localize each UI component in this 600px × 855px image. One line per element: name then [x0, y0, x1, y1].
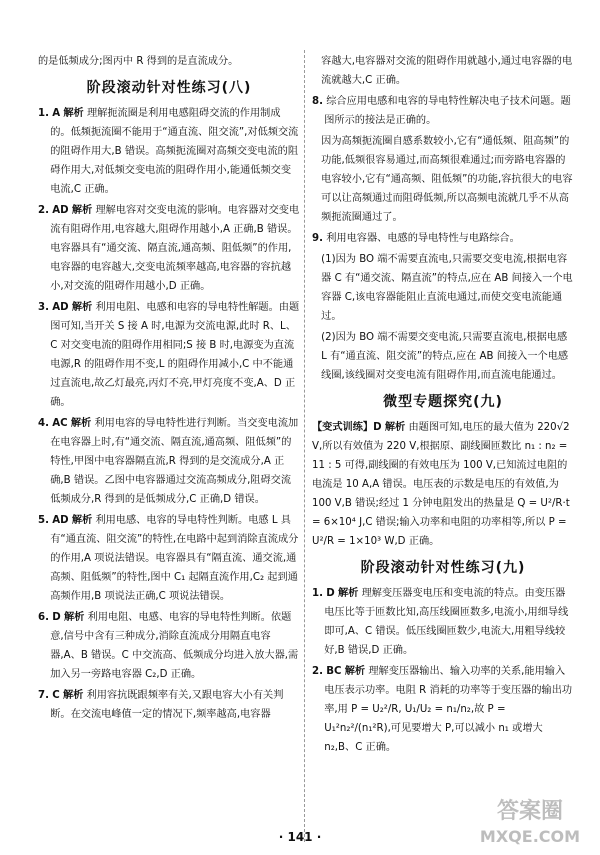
answer-item [312, 328, 574, 385]
answer-list [38, 104, 300, 724]
answer-choice: D [52, 612, 61, 623]
column-divider [304, 50, 305, 842]
answer-item [312, 584, 574, 660]
answer-item [38, 201, 300, 296]
analysis-tag: 解析 [71, 302, 93, 313]
analysis-text: 利用电感、电容的导电特性判断。电感 L 具有“通直流、阻交流”的特性,在电路中起到消除直流成分的作用,A 项说法错误。电容器具有“隔直流、通交流,通高频、阻低频”的特性,图中 C₁ 起隔直流作用,C₂ 起到通高频作用,B 项说法正确,C 项说法错误。 [50, 515, 299, 602]
answer-item [38, 686, 300, 724]
right-column [312, 52, 574, 759]
analysis-tag: 解析 [384, 422, 406, 433]
question-number: 1. [38, 108, 49, 119]
question-number: 6. [38, 612, 49, 623]
question-number: 4. [38, 418, 49, 429]
question-number: 2. [312, 666, 323, 677]
analysis-text: 由题图可知,电压的最大值为 220√2 V,所以有效值为 220 V,根据原、副线圈匝数比 n₁ : n₂ = 11 : 5 可得,副线圈的有效电压为 100 V,已知流过电阻的电流是 10 A,A 错误。电压表的示数是电压的有效值,为 100 V,B 错误;经过 1 分钟电阻发出的热量是 Q = U²/R·t = 6×10⁴ J,C 错误;输入功率和电阻的功率相等,所以 P = U²/R = 1×10³ W,D 正确。 [312, 422, 570, 547]
analysis-text: 利用电阻、电感、电容的导电特性判断。依题意,信号中含有三种成分,消除直流成分用隔直电容器,A、B 错误。C 中交流高、低频成分均进入放大器,需加入另一旁路电容器 C₂,D 正确。 [50, 612, 299, 680]
analysis-text: 综合应用电感和电容的导电特性解决电子技术问题。题图所示的接法是正确的。 [324, 96, 571, 126]
question-number: 3. [38, 302, 49, 313]
section-title: 阶段滚动针对性练习(八) [86, 80, 252, 96]
answer-item [38, 298, 300, 412]
answer-choice: C [52, 690, 60, 701]
analysis-text: 理解变压器变电压和变电流的特点。由变压器电压比等于匝数比知,高压线圈匝数多,电流小,用细导线即可,A、C 错误。低压线圈匝数少,电流大,用粗导线较好,B 错误,D 正确。 [324, 588, 569, 656]
question-number: 8. [312, 96, 323, 107]
variant-training [312, 418, 574, 551]
analysis-text: 容越大,电容器对交流的阻碍作用就越小,通过电容器的电流就越大,C 正确。 [321, 56, 573, 86]
page-number: · 141 · [278, 830, 322, 844]
analysis-text: 利用电阻、电感和电容的导电特性解题。由题图可知,当开关 S 接 A 时,电源为交流电源,此时 R、L、C 对交变电流的阻碍作用相同;S 接 B 时,电源变为直流电源,R 的阻碍作用不变,L 的阻碍作用减小,C 中不能通过直流电,故乙灯最亮,丙灯不亮,甲灯亮度不变,A、D 正确。 [50, 302, 300, 408]
answer-choice: D [373, 422, 382, 433]
variant-label: 【变式训练】 [312, 422, 374, 433]
answer-item [38, 414, 300, 509]
answer-item [312, 132, 574, 227]
left-column [38, 52, 300, 726]
analysis-text: 理解扼流圈是利用电感阻碍交流的作用制成的。低频扼流圈不能用于“通直流、阻交流”,对低频交流的阻碍作用大,B 错误。高频扼流圈对高频交变电流的阻碍作用大,对低频交变电流的阻碍作用小,能通低频交变电流,C 正确。 [50, 108, 299, 195]
answer-choice: BC [326, 666, 342, 677]
answer-choice: AD [52, 205, 69, 216]
section-title: 阶段滚动针对性练习(九) [360, 560, 526, 576]
analysis-tag: 解析 [337, 588, 359, 599]
answer-item [38, 511, 300, 606]
answer-list [312, 584, 574, 757]
question-number: 1. [312, 588, 323, 599]
answer-item [312, 52, 574, 90]
answer-choice: A [52, 108, 61, 119]
analysis-tag: 解析 [70, 418, 92, 429]
answer-list [312, 52, 574, 385]
answer-choice: AD [52, 302, 69, 313]
analysis-tag: 解析 [63, 108, 84, 119]
svg-text:答案圈: 答案圈 [496, 799, 564, 824]
answer-item [312, 229, 574, 248]
question-number: 9. [312, 233, 323, 244]
section-title: 微型专题探究(九) [383, 394, 503, 410]
analysis-tag: 解析 [62, 690, 84, 701]
analysis-text: (1)因为 BO 端不需要直流电,只需要交变电流,根据电容器 C 有“通交流、隔直流”的特点,应在 AB 间接入一个电容器 C,该电容器能阻止直流电通过,而使交变电流能通过。 [321, 254, 573, 322]
analysis-tag: 解析 [63, 612, 85, 623]
question-number: 5. [38, 515, 49, 526]
question-number: 7. [38, 690, 49, 701]
analysis-tag: 解析 [71, 515, 93, 526]
answer-item [312, 662, 574, 757]
analysis-text: 理解变压器输出、输入功率的关系,能用输入电压表示功率。电阻 R 消耗的功率等于变压器的输出功率,用 P = U₂²/R, U₁/U₂ = n₁/n₂,故 P = U₁²n₂²/(n₁²R),可见要增大 P,可以减小 n₁ 或增大 n₂,B、C 正确。 [324, 666, 573, 753]
answer-item [38, 104, 300, 199]
analysis-tag: 解析 [71, 205, 93, 216]
answer-item [312, 92, 574, 130]
analysis-text: 利用电容器、电感的导电特性与电路综合。 [326, 233, 520, 244]
analysis-text: 理解电容对交变电流的影响。电容器对交变电流有阻碍作用,电容越大,阻碍作用越小,A 正确,B 错误。电容器具有“通交流、隔直流,通高频、阻低频”的作用,电容器的电容越大,交变电流频率越高,电容器的容抗越小,对交流的阻碍作用越小,D 正确。 [50, 205, 300, 292]
svg-text:MXQE.COM: MXQE.COM [479, 827, 581, 846]
analysis-text: 利用电容的导电特性进行判断。当交变电流加在电容器上时,有“通交流、隔直流,通高频、阻低频”的特性,甲图中电容器隔直流,R 得到的是交流成分,A 正确,B 错误。乙图中电容器通过交流高频成分,阻碍交流低频成分,R 得到的是低频成分,C 正确,D 错误。 [50, 418, 299, 505]
analysis-text: (2)因为 BO 端不需要交变电流,只需要直流电,根据电感 L 有“通直流、阻交流”的特点,应在 AB 间接入一个电感线圈,该线圈对交变电流有阻碍作用,而直流电能通过。 [321, 332, 569, 381]
analysis-text: 因为高频扼流圈自感系数较小,它有“通低频、阻高频”的功能,低频很容易通过,而高频很难通过;而旁路电容器的电容较小,它有“通高频、阻低频”的功能,容抗很大的电容可以让高频通过而阻碍低频,所以高频电流就几乎不从高频扼流圈通过了。 [321, 136, 573, 223]
answer-choice: AD [52, 515, 69, 526]
continued-text: 的是低频成分;图丙中 R 得到的是直流成分。 [38, 56, 239, 67]
answer-choice: D [326, 588, 335, 599]
question-number: 2. [38, 205, 49, 216]
analysis-text: 利用容抗既跟频率有关,又跟电容大小有关判断。在交流电峰值一定的情况下,频率越高,电容器 [50, 690, 284, 720]
answer-item [38, 608, 300, 684]
answer-item [312, 250, 574, 326]
analysis-tag: 解析 [344, 666, 366, 677]
answer-choice: AC [52, 418, 68, 429]
watermark-logo [470, 792, 590, 848]
